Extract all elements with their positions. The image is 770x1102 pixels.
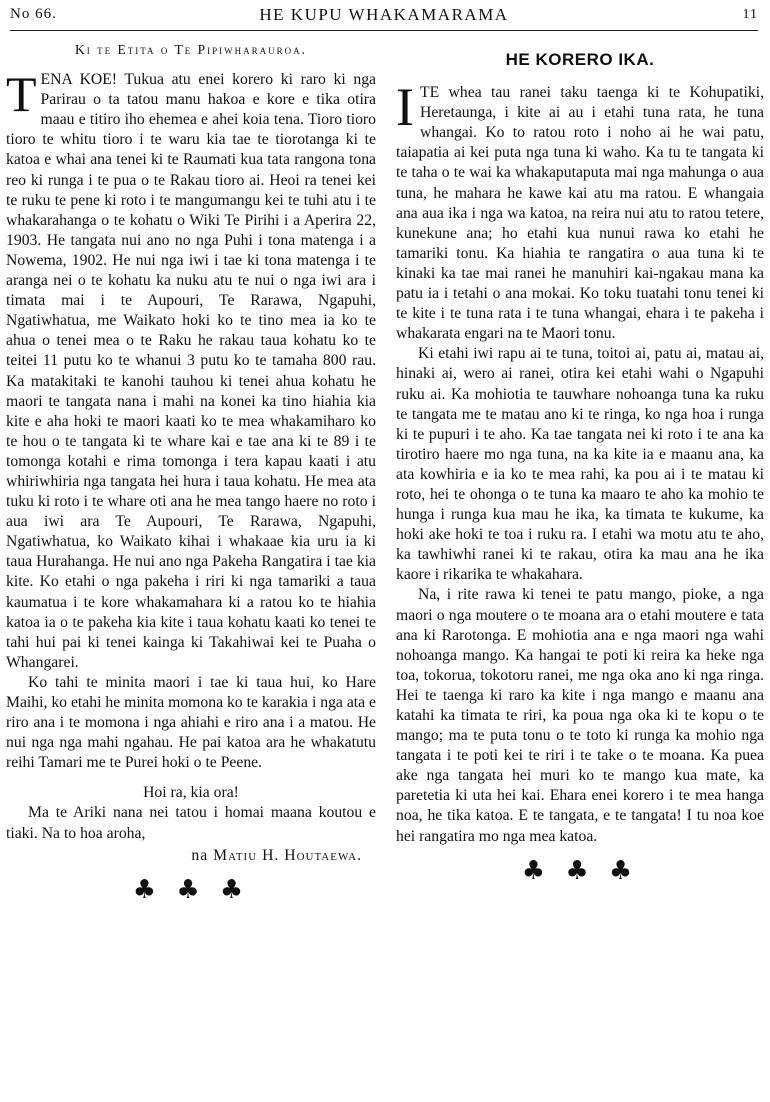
signature-name: Matiu H. Houtaewa.: [213, 846, 362, 864]
letter-paragraph-1: [6, 66, 376, 673]
article-paragraph-1: [396, 77, 764, 344]
letter-paragraph-1-text: ENA KOE! Tukua atu enei korero ki raro ki nga Parirau o ta tatou manu hakoa e kore e tika otira maau e titiro iho ehemea e ahei koia tena. Tioro tioro tioro te whitu tioro i te waru kia tae te tiorotanga ki te katoa e whai ana tenei ki te Raumati kua tata rangona tona reo ki runga i te pua o te Rakau tioro ai. Heoi ra tenei kei te ruku te pene ki roto i te mangumangu kei te tuhi atu i te whakarahanga o te kohatu o Wiki Te Pirihi i a Aperira 22, 1903. He tangata nui ano no nga Puhi i tona matenga i a Nowema, 1902. He nui nga iwi i tae ki tona matenga i te aranga nei o te kohatu ka nuku atu te nui o nga iwi ara i timata mai i te Aupouri, Te Rarawa, Ngapuhi, Ngatiwhatua, me Waikato hoki ko te tino mea ia ko te ahua o tenei mea o te Raku he rakau taua kohatu ko te teitei 11 putu ko te whanui 3 putu ko te tamaha 800 rau. Ka matakitaki te kanohi tauhou ki tenei ahua kohatu he maori te tangata nana i mahi na konei ka tino hiahia kia kite e aha hoki te maori kaati ko te mea whakamiharo ko te hou o te tangata ki te whare kai e tae ana ki te 89 i te tomonga kotahi e rima tomonga i tera kapau kaati i atu whiriwhiria nga tangata hei hura i taua kohatu. He mea ata tuku ki roto i te whare oti ana he mea tango haere no roto i aua iwi ara Te Aupouri, Te Rarawa, Ngapuhi, Ngatiwhatua, ko Waikato kihai i whakaae kia uru ia ki taua Hurahanga. He nui ano nga Pakeha Rangatira i tae kia kite. Ko etahi o nga pakeha i riri ki nga tamariki a taua kaumatua i te kore whakamahara ki a ratou ko te hiahia katoa ia o te pakeha kia kite i taua kohatu kaati ko tenei te tahi hui pai ki tenei kainga ki Takahiwai kei te Puaha o Whangarei.: [6, 71, 376, 671]
letter-heading: Ki te Etita o Te Pipiwharauroa.: [74, 42, 307, 57]
page-number: 11: [742, 7, 758, 22]
article-paragraph-3: Na, i rite rawa ki tenei te patu mango, pioke, a nga maori o nga moutere o te moana ara o etahi moutere e tata ana ki Rarotonga. E mohiotia ana e nga maori nga wahi nohoanga mango. Ka hangai te poti ki reira ka heke nga toa, tokorua, tokotoru ranei, me nga oka ano ki nga ringa. Hei te taenga ki raro ka kite i nga mango e maanu ana katahi ka timata te riri, ka poua nga oka ki te kopu o te mango; ma te puta tonu o te toto ki runga ka mohio nga tangata i te poti kei te riri i te take o te moana. Ka puea ake nga tangata hei muri ko te mango kua mate, ka paretetia ki uta hei kai. Ehara enei korero i te mea hanga noa, he tika katoa. E te tangata, e te tangata! I tu noa koe hei rangatira mo nga mea katoa.: [396, 586, 764, 845]
clover-ornament-icon: ♣ ♣ ♣: [132, 874, 250, 905]
left-column-letter: [6, 38, 376, 905]
publication-title: HE KUPU WHAKAMARAMA: [259, 5, 509, 24]
article-paragraph-2: Ki etahi iwi rapu ai te tuna, toitoi ai, patu ai, matau ai, hinaki ai, wero ai ranei, otira kei etahi wahi o Ngapuhi ruku ai. Ka mohiotia te tauwhare nohoanga tuna ka ruku te tangata me te matau ano ki te ringa, ko nga hoa i runga ki te pupuri i te aho. Ka tae tangata nei ki roto i te ana ka tirotiro haere mo nga tuna, na ka kite ia e maanu ana, ka ata kowhiria e ia ko te mea rahi, ka pou ai i te matau ki roto, hei te ohonga o te tuna ka maaro te aho ka mohio te hunga i runga kua mau he ika, ka timata te kukume, ka hoki ake hoki te toa i ruku ra. I etahi wa motu atu te aho, ka tawhiwhi ranei ki te rakau, otira ka mau ana he ika kaore i rikarika te whakahara.: [396, 345, 764, 584]
issue-number: No 66.: [10, 6, 57, 22]
letter-signature: [6, 846, 362, 866]
page-header: [10, 4, 758, 31]
letter-closing: Ma te Ariki nana nei tatou i homai maana koutou e tiaki. Na to hoa aroha,: [6, 804, 376, 842]
letter-paragraph-2: Ko tahi te minita maori i tae ki taua hui, ko Hare Maihi, ko etahi he minita momona ko te karakia i nga ata e riro ana i te momona i nga ahiahi e riro ana i a matou. He nui nga nga mahi ngahau. He pai katoa ara he whakatutu reihi Tamari me te Purei hoki o te Peene.: [6, 673, 376, 772]
article-heading: HE KORERO IKA.: [505, 50, 655, 69]
clover-ornament-icon: ♣ ♣ ♣: [521, 855, 639, 886]
letter-greeting: Hoi ra, kia ora!: [143, 784, 239, 802]
article-dropcap: I: [396, 77, 414, 138]
signature-prefix: na: [191, 846, 209, 864]
letter-dropcap: T: [6, 66, 37, 123]
article-paragraph-1-text: TE whea tau ranei taku taenga ki te Kohupatiki, Heretaunga, i kite ai au i etahi tuna rata, he tuna whangai. Ko to ratou roto i noho ai he wai patu, taiapatia ai kei puta nga tuna ki waho. Ka tu te tangata ki te taha o te wai ka whakaputaputa mai nga mahunga o aua tuna, he mahara he kawe kai atu ma ratou. E whangaia ana aua ika i nga wa katoa, na reira nui atu to ratou tetere, kunekune ana; ho etahi kua nunui rawa ko etahi he tamariki tonu. Ka hiahia te rangatira o aua tuna ki te kinaki ka tae mai ranei he manuhiri kai-ngakau mana ka patu ia i tetahi o ana mokai. Ko toku tuatahi tonu tenei ki te kite i te tuna rata i te tuna whangai, ehara i te pakeha i whakarata engari na te Maori tonu.: [396, 84, 764, 343]
right-column-article: [396, 38, 764, 886]
